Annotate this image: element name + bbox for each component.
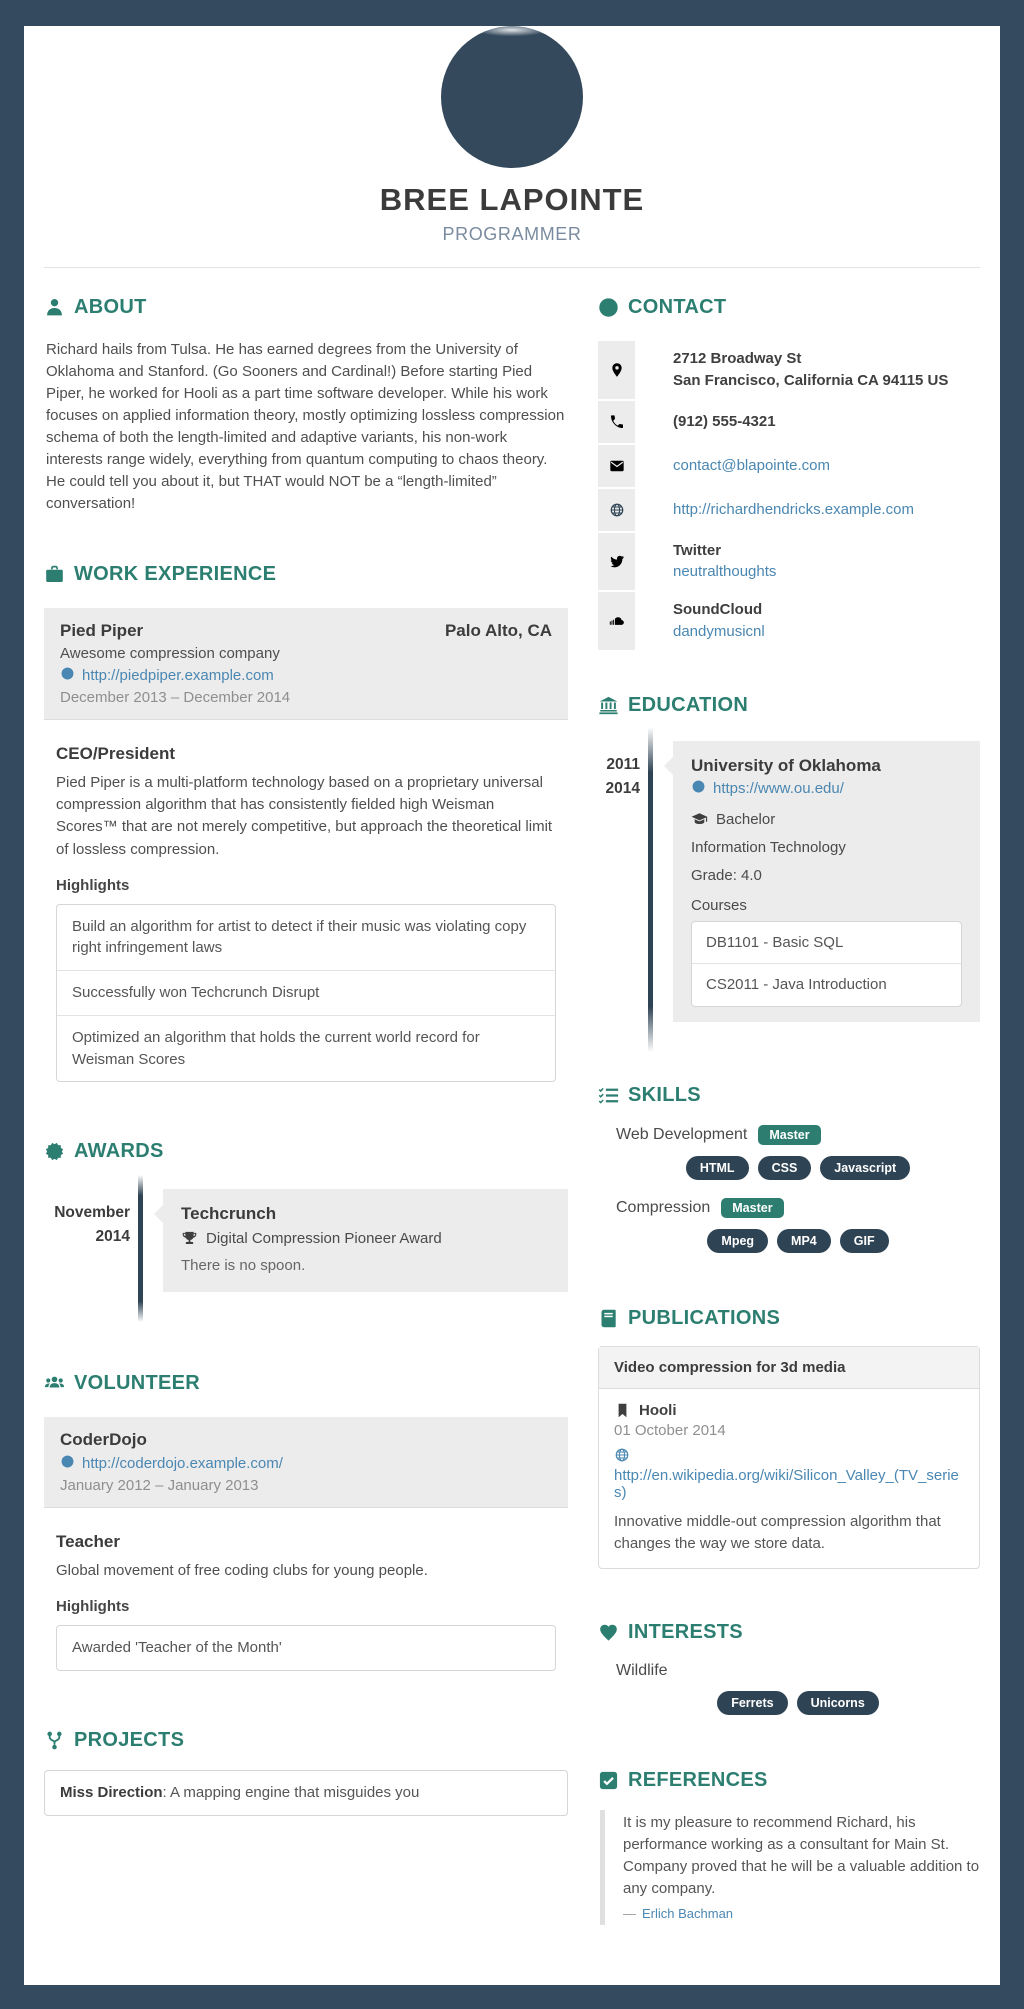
website-link[interactable]: http://richardhendricks.example.com [673, 500, 914, 518]
right-column [598, 296, 980, 1925]
envelope-icon [598, 445, 635, 487]
skills-heading [598, 1084, 980, 1107]
list-item: Awarded 'Teacher of the Month' [72, 1639, 282, 1657]
tasks-icon [598, 1085, 619, 1106]
twitter-label: Twitter [673, 541, 722, 559]
list-item: Optimized an algorithm that holds the current world record for Weisman Scores [57, 1015, 555, 1082]
globe-icon [60, 1454, 75, 1473]
work-highlights-list [56, 904, 556, 1083]
graduation-cap-icon [691, 811, 708, 828]
grade: Grade: 4.0 [691, 866, 762, 884]
resume-header [44, 26, 980, 245]
avatar [441, 26, 583, 168]
skill-keyword-pill: Javascript [820, 1156, 910, 1180]
resume-card [24, 26, 1000, 1985]
phone-icon [598, 401, 635, 443]
list-item: CS2011 - Java Introduction [692, 963, 961, 1006]
publication-body [599, 1389, 979, 1568]
phone-number: (912) 555-4321 [673, 412, 776, 430]
book-icon [598, 1308, 619, 1329]
skill-keyword-pill: HTML [686, 1156, 749, 1180]
publication-title: Video compression for 3d media [599, 1347, 979, 1389]
volunteer-position: Teacher [56, 1532, 120, 1552]
award-name: Digital Compression Pioneer Award [206, 1230, 442, 1248]
map-marker-icon [598, 341, 635, 399]
publications-heading-label: PUBLICATIONS [628, 1307, 781, 1329]
interest-group [616, 1662, 980, 1715]
list-item [45, 1771, 567, 1815]
contact-email-row [598, 445, 980, 487]
publication-summary: Innovative middle-out compression algorithm that changes the way we store data. [614, 1513, 941, 1553]
twitter-icon [598, 533, 635, 591]
skill-group [616, 1198, 980, 1253]
contact-heading-label: CONTACT [628, 296, 727, 318]
about-heading [44, 296, 568, 319]
education-dates [598, 741, 640, 1023]
contact-phone-row [598, 401, 980, 443]
education-card [673, 741, 980, 1023]
study-area: Information Technology [691, 838, 846, 856]
publication-date: 01 October 2014 [614, 1422, 726, 1439]
interests-heading [598, 1621, 980, 1644]
work-company-description: Awesome compression company [60, 645, 280, 663]
education-heading [598, 694, 980, 717]
section-interests [598, 1621, 980, 1715]
contact-twitter-row [598, 533, 980, 591]
volunteer-highlights-label: Highlights [56, 1598, 130, 1616]
volunteer-url[interactable]: http://coderdojo.example.com/ [82, 1455, 283, 1473]
contact-address-row [598, 341, 980, 399]
interest-name: Wildlife [616, 1662, 668, 1680]
award-title: Techcrunch [181, 1204, 277, 1224]
publication-card [598, 1346, 980, 1569]
section-volunteer [44, 1372, 568, 1671]
award-summary: There is no spoon. [181, 1257, 306, 1275]
study-type: Bachelor [716, 810, 776, 828]
bullseye-icon [598, 297, 619, 318]
soundcloud-handle-link[interactable]: dandymusicnl [673, 622, 765, 640]
work-highlights-label: Highlights [56, 876, 130, 894]
about-text: Richard hails from Tulsa. He has earned degrees from the University of Oklahoma and Stanford. (Go Sooners and Cardinal!) Before starting Pied Piper, he worked for Hooli as a part time software developer. While his work focuses on applied information theory, mostly optimizing lossless compression schema of both the length-limited and adaptive variants, his non-work interests range widely, everything from quantum computing to chaos theory. He could tell you about it, but THAT would NOT be a “length-limited” conversation! [46, 341, 565, 513]
globe-icon [60, 666, 75, 685]
publications-heading [598, 1307, 980, 1330]
skill-keyword-pill: MP4 [777, 1229, 831, 1253]
volunteer-organization: CoderDojo [60, 1430, 147, 1450]
contact-rows [598, 341, 980, 650]
award-card [163, 1189, 568, 1292]
work-dates: December 2013 – December 2014 [60, 689, 291, 707]
twitter-handle-link[interactable]: neutralthoughts [673, 563, 777, 581]
interests-heading-label: INTERESTS [628, 1621, 743, 1644]
skill-group [616, 1125, 980, 1180]
reference-author-link[interactable]: Erlich Bachman [642, 1906, 734, 1922]
courses-label: Courses [691, 896, 747, 914]
work-position: CEO/President [56, 744, 176, 764]
institution-url[interactable]: https://www.ou.edu/ [713, 779, 844, 797]
skill-name: Compression [616, 1199, 711, 1216]
check-square-icon [598, 1770, 619, 1791]
skill-keyword-pill: Mpeg [707, 1229, 768, 1253]
education-timeline [598, 741, 980, 1023]
interest-keyword-pill: Unicorns [797, 1691, 879, 1715]
person-role: PROGRAMMER [442, 224, 582, 244]
briefcase-icon [44, 564, 65, 585]
projects-heading-label: PROJECTS [74, 1729, 185, 1752]
work-heading-label: WORK EXPERIENCE [74, 563, 277, 586]
list-item: DB1101 - Basic SQL [706, 933, 844, 951]
section-projects [44, 1729, 568, 1816]
interest-keyword-pill: Ferrets [717, 1691, 787, 1715]
header-divider [44, 267, 980, 268]
soundcloud-icon [598, 592, 635, 650]
section-publications [598, 1307, 980, 1569]
attribution-dash: — [623, 1906, 636, 1922]
left-column [44, 296, 568, 1816]
reference-quote [600, 1810, 980, 1925]
email-link[interactable]: contact@blapointe.com [673, 456, 830, 474]
bank-icon [598, 695, 619, 716]
skill-level-badge: Master [721, 1198, 783, 1218]
section-work [44, 563, 568, 1082]
reference-attribution [623, 1904, 980, 1923]
people-icon [44, 1373, 65, 1394]
section-skills [598, 1084, 980, 1253]
award-date: November 2014 [54, 1204, 130, 1246]
institution-name: University of Oklahoma [691, 755, 881, 775]
work-location: Palo Alto, CA [444, 621, 552, 641]
projects-list [44, 1770, 568, 1816]
volunteer-entry-body [44, 1532, 568, 1671]
list-item: Build an algorithm for artist to detect if their music was violating copy right infringement laws [72, 917, 527, 957]
education-heading-label: EDUCATION [628, 693, 749, 716]
person-icon [44, 297, 65, 318]
contact-soundcloud-row [598, 592, 980, 650]
bookmark-icon [614, 1402, 631, 1419]
content-columns [44, 296, 980, 1925]
heart-icon [598, 1622, 619, 1643]
timeline-bar [138, 1175, 143, 1322]
soundcloud-label: SoundCloud [673, 601, 763, 618]
reference-text: It is my pleasure to recommend Richard, his performance working as a consultant for Main St. Company proved that he will be a valuable addition to any company. [623, 1814, 980, 1898]
references-heading [598, 1769, 980, 1792]
project-description: : A mapping engine that misguides you [162, 1784, 420, 1802]
section-awards [44, 1140, 568, 1292]
publication-url[interactable]: http://en.wikipedia.org/wiki/Silicon_Valley_(TV_series) [614, 1467, 959, 1501]
awards-timeline [44, 1189, 568, 1292]
contact-website-row [598, 489, 980, 531]
publication-publisher: Hooli [639, 1402, 677, 1419]
section-references [598, 1769, 980, 1925]
skill-level-badge: Master [758, 1125, 820, 1145]
education-start-year: 2011 [606, 755, 640, 773]
skill-keyword-pill: CSS [758, 1156, 812, 1180]
globe-icon [614, 1447, 964, 1463]
volunteer-dates: January 2012 – January 2013 [60, 1477, 259, 1495]
volunteer-heading-label: VOLUNTEER [74, 1372, 201, 1395]
address-line2: San Francisco, California CA 94115 US [673, 371, 949, 389]
address-line1: 2712 Broadway St [673, 350, 802, 367]
project-name: Miss Direction [60, 1784, 163, 1802]
work-entry-header [44, 608, 568, 720]
volunteer-highlights-list [56, 1625, 556, 1671]
volunteer-heading [44, 1372, 568, 1395]
education-end-year: 2014 [605, 779, 640, 797]
awards-heading-label: AWARDS [74, 1140, 164, 1163]
volunteer-entry-header [44, 1417, 568, 1508]
projects-heading [44, 1729, 568, 1752]
work-company-url[interactable]: http://piedpiper.example.com [82, 667, 274, 685]
globe-icon [598, 489, 635, 531]
skills-heading-label: SKILLS [628, 1084, 701, 1106]
references-heading-label: REFERENCES [628, 1769, 768, 1792]
awards-heading [44, 1140, 568, 1163]
trophy-icon [181, 1230, 198, 1247]
section-education [598, 694, 980, 1023]
work-entry-body [44, 744, 568, 1082]
contact-heading [598, 296, 980, 319]
timeline-bar [648, 727, 653, 1053]
skill-keyword-pill: GIF [840, 1229, 889, 1253]
section-about [44, 296, 568, 515]
section-contact [598, 296, 980, 650]
work-heading [44, 563, 568, 586]
globe-icon [691, 779, 706, 798]
work-summary: Pied Piper is a multi-platform technology based on a proprietary universal compression algorithm that has consistently fielded high Weisman Scores™ that are not merely competitive, but approach the theoretical limit of lossless compression. [56, 774, 553, 858]
work-company: Pied Piper [60, 621, 144, 641]
skill-name: Web Development [616, 1126, 748, 1143]
page [0, 26, 1024, 1985]
rosette-icon [44, 1141, 65, 1162]
courses-list [691, 921, 962, 1008]
about-heading-label: ABOUT [74, 296, 147, 318]
list-item: Successfully won Techcrunch Disrupt [57, 970, 555, 1015]
volunteer-summary: Global movement of free coding clubs for young people. [56, 1562, 428, 1580]
fork-icon [44, 1730, 65, 1751]
person-name: BREE LAPOINTE [379, 182, 645, 217]
